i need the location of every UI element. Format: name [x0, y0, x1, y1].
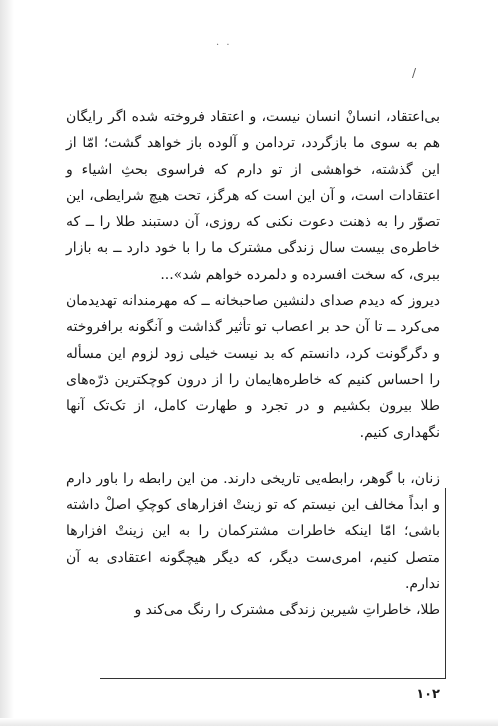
- margin-rule-horizontal: [100, 678, 446, 679]
- page-number: ۱۰۲: [416, 687, 440, 702]
- paragraph-3: زنان، با گوهر، رابطه‌یی تاریخی دارند. من این رابطه را باور دارم و ابداً مخالف این نیستم که تو زینتْ افزارهای کوچکِ اصلْ داشته باشی؛ امّا اینکه خاطرات مشترکمان را به این زینتْ افزارها متصل کنیم، امری‌ست دیگر، که دیگر هیچگونه اعتقادی به آن ندارم.: [66, 470, 440, 593]
- body-text: [66, 104, 440, 624]
- page-edge-shadow: [0, 0, 14, 726]
- paragraph-4: طلا، خاطراتِ شیرین زندگی مشترک را رنگ می‌کند و: [134, 602, 440, 619]
- paragraph-1: بی‌اعتقاد، انسانْ انسان نیست، و اعتقاد فروخته شده اگر رایگان هم به سوی ما بازگردد، تردامن و آلوده باز خواهد گشت؛ امّا از این گذشته، خواهشی از تو دارم که فراسوی بحثِ اشیاء و اعتقادات است، و آن این است که هرگز، تحت هیچ شرایطی، این تصوّر را به ذهنت دعوت نکنی که روزی، آن دستبند طلا را ــ که خاطره‌ی بیست سال زندگی مشترک ما را با خود دارد ــ به بازار ببری، که سخت افسرده و دلمرده خواهم شد»...: [66, 109, 440, 283]
- paragraph-spacer: [66, 446, 440, 466]
- print-specks: · ·: [216, 40, 232, 51]
- corner-mark: /: [412, 66, 417, 80]
- page-bottom-shadow: [0, 718, 498, 726]
- margin-rule-vertical: [445, 488, 446, 678]
- paragraph-2: دیروز که دیدم صدای دلنشین صاحبخانه ــ که مهرمندانه تهدیدمان می‌کرد ــ تا آن حد بر اعصاب تو تأثیر گذاشت و آنگونه برافروخته و دگرگونت کرد، دانستم که بد نیست خیلی زود لزوم این مسأله را احساس کنیم که خاطره‌هایمان را از درون کوچکترین ذرّه‌های طلا بیرون بکشیم و در تجرد و طهارت کامل، از تک‌تک آنها نگهداری کنیم.: [66, 293, 440, 441]
